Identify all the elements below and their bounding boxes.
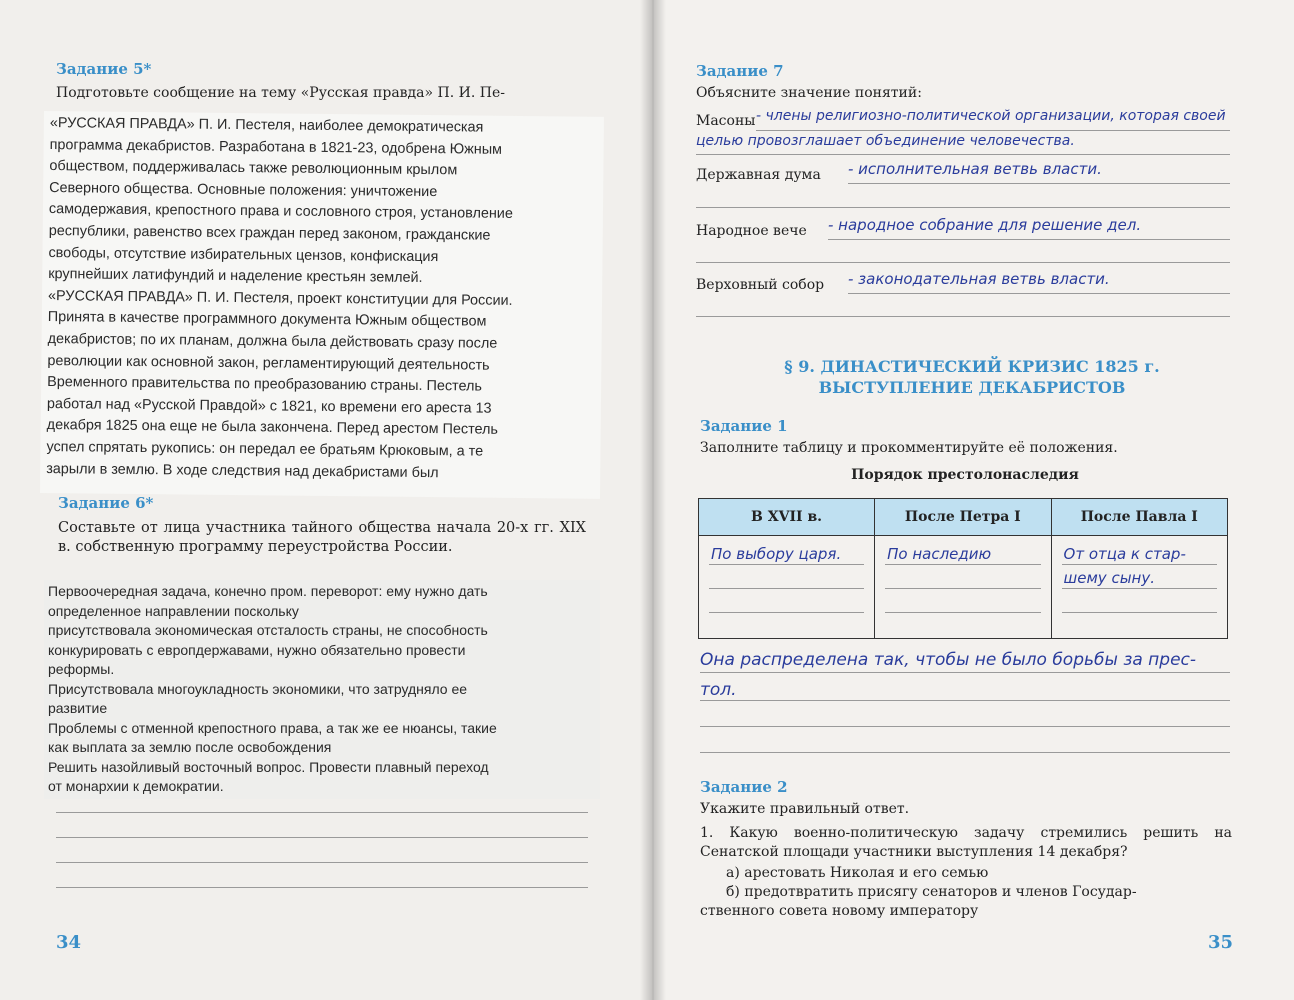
answer-line [700, 700, 1230, 701]
answer-line [56, 812, 588, 813]
term-supreme-council-answer: - законодательная ветвь власти. [848, 270, 1110, 288]
answer-line [848, 183, 1230, 184]
task2-option-b-cont: ственного совета новому императору [700, 903, 979, 919]
answer-line [56, 887, 588, 888]
task5-answer-text: «РУССКАЯ ПРАВДА» П. И. Пестеля, наиболее демократическая программа декабристов. Разработана в 1821-23, одобрена Южным обществом, поддерживалась также революционным крылом Северного общества. Основные положения: уничтожение самодержавия, крепостного права и сословного строя, установление республики, равенство всех граждан перед законом, гражданские свободы, отсутствие избирательных цензов, конфискация крупнейших латифундий и наделение крестьян землей. «РУССКАЯ ПРАВДА» П. И. Пестеля, проект конституции для России. Принята в качестве программного документа Южным обществом декабристов; по их планам, должна была действовать сразу после революции как основной закон, регламентирующий деятельность Временного правительства по преобразованию страны. Пестель работал над «Русской Правдой» с 1821, ко времени его ареста 13 декабря 1825 она еще не была закончена. Перед арестом Пестель успел спрятать рукопись: он передал ее братьям Крюковым, а те зарыли в землю. В ходе следствия над декабристами был [46, 115, 513, 481]
answer-line [700, 726, 1230, 727]
cell-line [1062, 612, 1217, 613]
answer-line [696, 154, 1230, 155]
cell-answer: От отца к стар- шему сыну. [1063, 545, 1186, 587]
task6-heading: Задание 6* [58, 494, 154, 512]
task1-prompt: Заполните таблицу и прокомментируйте её положения. [700, 440, 1118, 456]
cell-answer: По наследию [887, 545, 992, 563]
page-number-left: 34 [56, 932, 82, 953]
column-header: В XVII в. [699, 499, 875, 536]
answer-line [56, 862, 588, 863]
term-supreme-council: Верховный собор [696, 277, 825, 293]
task6-answer-text: Первоочередная задача, конечно пром. переворот: ему нужно дать определенное направлении поскольку присутствовала экономическая отсталость страны, не способность конкурировать с европдержавами, нужно обязательно провести реформы. Присутствовала многоукладность экономики, что затрудняло ее развитие Проблемы с отменной крепостного права, а так же ее нюансы, такие как выплата за землю после освобождения Решить назойливый восточный вопрос. Провести плавный переход от монархии к демократии. [48, 583, 497, 794]
section-title [712, 356, 1232, 398]
task7-prompt: Объясните значение понятий: [696, 85, 922, 101]
section-title-line1: § 9. ДИНАСТИЧЕСКИЙ КРИЗИС 1825 г. [784, 357, 1160, 376]
cell-line [885, 588, 1040, 589]
term-state-duma: Державная дума [696, 167, 821, 183]
table-cell [1051, 536, 1227, 639]
task5-pasted-answer [40, 111, 604, 499]
answer-line [696, 316, 1230, 317]
cell-line [709, 612, 864, 613]
answer-line [696, 207, 1230, 208]
succession-table [698, 498, 1228, 639]
right-page [652, 0, 1294, 1000]
answer-line [756, 130, 1230, 131]
answer-line [700, 752, 1230, 753]
answer-line [56, 837, 588, 838]
task6-pasted-answer [44, 580, 600, 799]
term-state-duma-answer: - исполнительная ветвь власти. [848, 160, 1102, 178]
answer-line [700, 672, 1230, 673]
term-people-veche-answer: - народное собрание для решение дел. [828, 216, 1142, 234]
term-masons-answer: - члены религиозно-политической организации, которая своей [756, 108, 1226, 124]
answer-line [696, 262, 1230, 263]
column-header: После Петра I [875, 499, 1051, 536]
table-cell [699, 536, 875, 639]
cell-line [885, 612, 1040, 613]
task2-prompt: Укажите правильный ответ. [700, 801, 910, 817]
section-title-line2: ВЫСТУПЛЕНИЕ ДЕКАБРИСТОВ [818, 378, 1126, 397]
table-title: Порядок престолонаследия [851, 467, 1079, 483]
page-number-right: 35 [1208, 932, 1234, 953]
task2-option-a: а) арестовать Николая и его семью [726, 865, 989, 881]
task6-prompt: Составьте от лица участника тайного общества начала 20-х гг. XIX в. собственную программу переустройства России. [58, 520, 586, 555]
book-spine-shadow [640, 0, 666, 1000]
task1-heading: Задание 1 [700, 417, 788, 435]
table-comment: Она распределена так, чтобы не было борьбы за прес- [700, 650, 1197, 670]
cell-answer: По выбору царя. [711, 545, 842, 563]
term-people-veche: Народное вече [696, 223, 807, 239]
task5-prompt: Подготовьте сообщение на тему «Русская правда» П. И. Пе- [56, 85, 505, 101]
task5-heading: Задание 5* [56, 60, 152, 78]
task2-question: 1. Какую военно-политическую задачу стремились решить на Сенатской площади участники выступления 14 декабря? [700, 825, 1232, 860]
term-masons-answer-cont: целью провозглашает объединение человечества. [696, 133, 1075, 149]
cell-line [709, 588, 864, 589]
answer-line [848, 293, 1230, 294]
task2-option-b: б) предотвратить присягу сенаторов и членов Государ- [726, 884, 1137, 900]
table-comment-cont: тол. [700, 680, 737, 700]
task2-heading: Задание 2 [700, 778, 788, 796]
answer-line [828, 239, 1230, 240]
column-header: После Павла I [1051, 499, 1227, 536]
task7-heading: Задание 7 [696, 62, 784, 80]
term-masons: Масоны [696, 113, 756, 129]
table-cell [875, 536, 1051, 639]
